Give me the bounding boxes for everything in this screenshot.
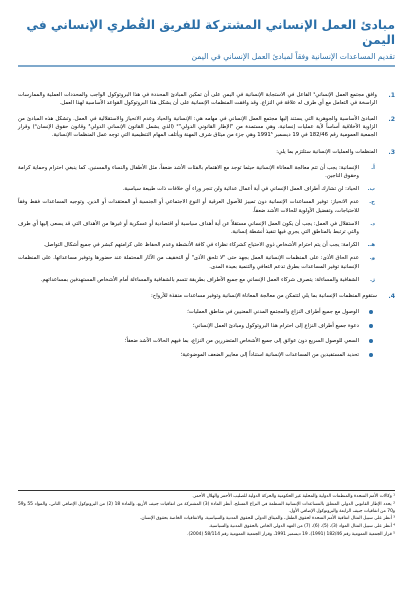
bullet-icon xyxy=(369,339,373,343)
paragraph-3 xyxy=(18,148,395,156)
paragraph-1 xyxy=(18,91,395,107)
footnote: ³ أنظر على سبيل المثال اتفاقية الأمم المتحدة لحقوق الطفل، والميثاق الدولي للحقوق المدنية والسياسية، والاتفاقيات الخاصة بحقوق الإنسان. xyxy=(139,516,395,522)
page-subtitle: تقديم المساعدات الإنسانية وفقاً لمبادئ العمل الإنساني في اليمن xyxy=(191,51,395,61)
principle-text: الاستقلال في العمل: يجب أن يكون العمل الإنساني مستقلاً عن أية أهداف سياسية أو اقتصادية أو عسكرية أو غيرها من الأهداف التي قد يسعى إليها أي طرف والتي ترتبط بالمناطق التي يجري فيها تنفيذ أنشطة إنسانية. xyxy=(18,220,359,235)
bullet-icon xyxy=(369,353,373,357)
bullet-item xyxy=(18,322,395,330)
paragraph-4 xyxy=(18,292,395,300)
principle-text: الكرامة: يجب أن يتم احترام الأشخاص ذوي الاحتياج كشركاء نظراء في كافة الأنشطة وعدم الحفاظ على كرامتهم كبشر في جميع أشكال التواصل. xyxy=(43,242,359,249)
paragraph-2 xyxy=(18,115,395,140)
paragraph-number: 4. xyxy=(388,292,395,300)
principle-item xyxy=(18,185,395,193)
principle-letter: ز. xyxy=(369,276,375,283)
bullet-text: تحديد المستفيدين من المساعدات الإنسانية استناداً إلى معايير الضعف الموضوعية؛ xyxy=(180,351,359,358)
footnote: ⁴ أنظر على سبيل المثال المواد (3)، (5)، (6)، (7) من العهد الدولي الخاص بالحقوق المدنية والسياسية. xyxy=(208,524,395,530)
principle-text: الشفافية والمساءلة: يتصرف شركاء العمل الإنساني مع جميع الأطراف بطريقة تتسم بالشفافية والمساءلة أمام الأشخاص المستهدفين بمساعداتهم. xyxy=(40,276,359,283)
principle-text: عدم الحاق الأذى: على المنظمات الإنسانية العمل بجهد حتى "لا تلحق الأذى" أو التخفيف من الآثار المحتملة عند حضورها وتوفير مساعداتها. على المنظمات الإنسانية توفير المساعدات بطرق تدعم التعافي والتنمية بعيدة المدى. xyxy=(18,255,359,270)
paragraph-text: المنظمات والعمليات الإنسانية ستلتزم بما يلي: xyxy=(276,148,377,155)
footnote: ² يحدد الإطار القانوني الدولي المتعلق بالمساعدات الإنسانية المنظمة في النزاع المسلح، أنظر المادة (3) المشتركة من اتفاقيات جنيف الأربع، والمادة 18 (2) من البروتوكول الإضافي الثاني، والمواد 55 و59 و70 من اتفاقيات جنيف الرابعة والبروتوكول الإضافي الأول. xyxy=(18,501,395,514)
paragraph-number: 1. xyxy=(388,91,395,99)
principle-text: الإنسانية: يجب أن تتم معالجة المعاناة الإنسانية حيثما توجد مع الاهتمام بالفئات الأشد ضعفاً، مثل الأطفال والنساء والمسنين. كما ينبغي احترام وحماية كرامة وحقوق الناجين. xyxy=(18,164,359,179)
principle-letter: و. xyxy=(369,255,375,262)
principle-item xyxy=(18,241,395,249)
principle-letter: أ. xyxy=(371,164,375,171)
principle-text: الحياد: لن تشارك أطراف العمل الإنساني في أية أعمال عدائية ولن تنجر وراء أي خلافات ذات طبيعة سياسية. xyxy=(122,186,359,193)
bullet-text: الوصول مع جميع أطراف النزاع والمجتمع المدني المعنيين في مناطق العمليات؛ xyxy=(187,309,359,316)
page-title: مبادئ العمل الإنساني المشتركة للفريق القُطري الإنساني في اليمن xyxy=(26,18,395,48)
paragraph-text: وافق مجتمع العمل الإنساني¹ الفاعل في الاستجابة الإنسانية في اليمن على أن تمكين المبادئ المحددة في هذا البروتوكول الواجب والمحددات العملية والممارسات الراسخة في التعامل مع أي طرف له علاقة في النزاع. وقد وافقت المنظمات الإنسانية على أن يشكل هذا البروتوكول القواعد الأساسية لهذا العمل. xyxy=(18,91,377,106)
principle-item xyxy=(18,254,395,270)
title-divider xyxy=(18,65,395,67)
footnotes xyxy=(18,490,395,540)
document-page xyxy=(0,18,413,603)
principle-letter: هـ. xyxy=(367,242,375,249)
bullet-icon xyxy=(369,324,373,328)
paragraph-number: 2. xyxy=(388,115,395,123)
footnote: ⁵ قرار الجمعية العمومية رقم 182/46 (1991)، 19 ديسمبر 1991، وقرار الجمعية العمومية رقم 58/114 (2004). xyxy=(187,532,395,538)
principle-letter: د. xyxy=(370,220,375,227)
footnote: ¹ وكالات الأمم المتحدة والمنظمات الدولية والمحلية غير الحكومية والحركة الدولية للصليب الأحمر والهلال الأحمر. xyxy=(192,494,395,499)
bullet-text: السعي للوصول السريع دون عوائق إلى جميع الأشخاص المتضررين من النزاع، بما فيهم الحالات الأشد ضعفاً؛ xyxy=(124,337,359,344)
bullet-item xyxy=(18,337,395,345)
principle-letter: ج. xyxy=(369,199,375,206)
bullet-item xyxy=(18,351,395,359)
bullet-text: دعوة جميع أطراف النزاع إلى احترام هذا البروتوكول ومبادئ العمل الإنساني؛ xyxy=(192,323,359,330)
paragraph-text: ستقوم المنظمات الإنسانية بما يلي لتتمكن من معالجة المعاناة الإنسانية وتوفير مساعدات منقذة للأرواح: xyxy=(151,292,377,299)
paragraph-text: المبادئ الأساسية والجوهرية التي يستند إليها مجتمع العمل الإنساني في مهامه هي: الإنسانية والحياد وعدم الانحياز والاستقلالية في العمل. وتشكل هذه المبادئ من الزاوية الأخلاقية أساساً لأية عمليات إنسانية، وهي مستمدة من "الإطار القانوني الدولي"² (الذي يشمل القانون الإنساني الدولي³ وقانون حقوق الإنسان⁴) وقرار الجمعية العمومية رقم 182/46 في 19 ديسمبر 1991⁵ وهي جزء من ميثاق شرف المهنة ويأتلف المهام التنظيمية التي توجه عمل المنظمات الإنسانية. xyxy=(18,115,377,139)
bullet-icon xyxy=(369,310,373,314)
principle-text: عدم الانحياز: توفير المساعدات الإنسانية دون تمييز للأصول العرقية أو النوع الاجتماعي أو الجنسية أو المعتقدات أو الدين. وتوجيه المساعدات فقط وفقاً للاحتياجات، وتفضيل الأولوية للحالات الأشد ضعفاً. xyxy=(18,199,359,214)
principle-item xyxy=(18,164,395,180)
principle-item xyxy=(18,198,395,214)
principle-item xyxy=(18,276,395,284)
principle-letter: ب. xyxy=(367,186,375,193)
bullet-item xyxy=(18,308,395,316)
paragraph-number: 3. xyxy=(388,148,395,156)
principle-item xyxy=(18,220,395,236)
